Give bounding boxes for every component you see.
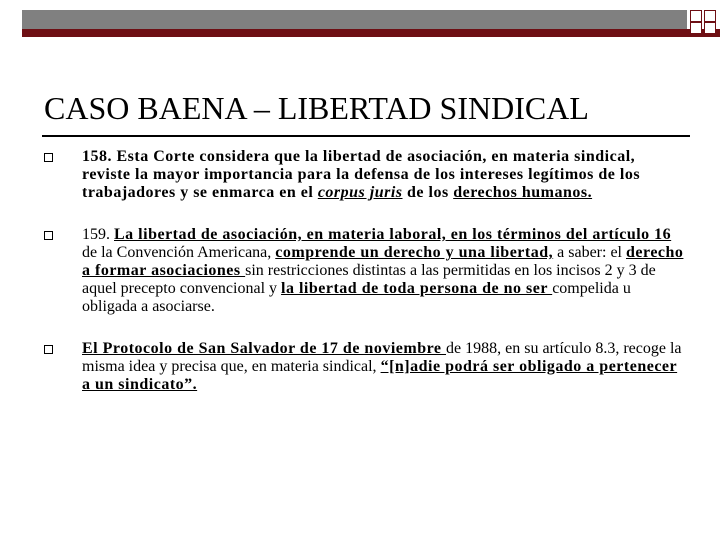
bullet-item-158 [44,148,684,202]
hollow-square-bullet-icon [44,345,53,354]
title-divider [42,135,690,137]
text-segment: la libertad de toda persona de no ser [281,280,553,297]
corner-square-icon [704,10,716,22]
top-maroon-stripe [22,29,720,37]
text-segment: “[n]adie podrá ser obligado a pertenecer a un sindicato”. [82,358,678,393]
text-segment: de la Convención Americana, [82,244,276,261]
corner-square-icon [704,22,716,34]
text-segment: El Protocolo de San Salvador de 17 de noviembre [82,340,447,357]
bullet-list [44,148,684,418]
text-segment: sin restricciones distintas a las permitidas en los incisos 2 y 3 de aquel precepto convencional y [82,262,656,297]
text-segment: corpus juris [317,184,403,201]
hollow-square-bullet-icon [44,153,53,162]
text-segment: derecho a formar asociaciones [82,244,684,279]
text-segment: 158. Esta Corte considera que la libertad de asociación, en materia sindical, reviste la mayor importancia para la defensa de los intereses legítimos de los trabajadores y se enmarca en el [82,148,641,201]
bullet-text [82,340,684,394]
slide-title: CASO BAENA – LIBERTAD SINDICAL [44,90,589,126]
text-segment: de los [402,184,454,201]
corner-square-icon [690,22,702,34]
bullet-item-159 [44,226,684,316]
bullet-text [82,148,684,202]
corner-square-icon [690,10,702,22]
bullet-item-protocolo [44,340,684,394]
text-segment: de 1988, en su artículo 8.3, recoge la misma idea y precisa que, en materia sindical, [82,340,682,375]
text-segment: comprende un derecho y una libertad, [275,244,554,261]
hollow-square-bullet-icon [44,231,53,240]
text-segment: a saber: el [553,244,626,261]
text-segment: compelida u obligada a asociarse. [82,280,631,315]
bullet-text [82,226,684,316]
text-segment: La libertad de asociación, en materia laboral, en los términos del artículo 16 [114,226,672,243]
text-segment: 159. [82,226,114,243]
text-segment: derechos humanos. [453,184,593,201]
